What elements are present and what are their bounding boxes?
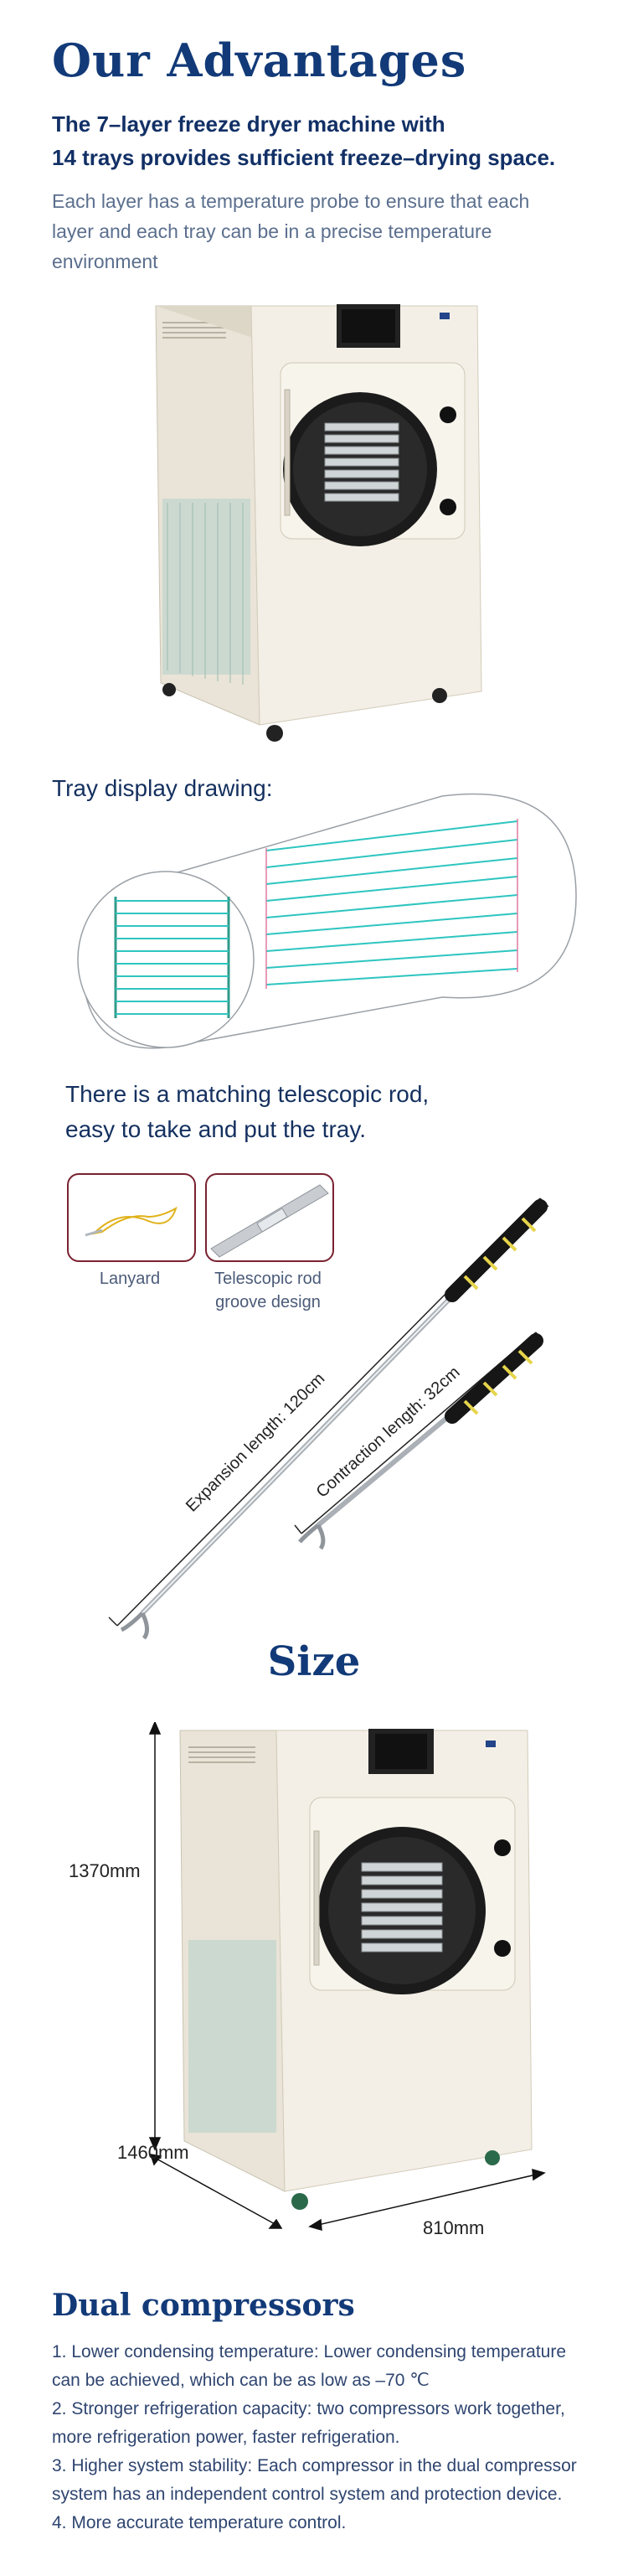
- lanyard-caption: Lanyard: [99, 1270, 161, 1288]
- contraction-length-label: Contraction length: 32cm: [312, 1363, 464, 1502]
- freeze-dryer-image: [151, 289, 519, 742]
- dual-compressors-title: Dual compressors: [52, 2288, 355, 2323]
- tray-drawing-label: Tray display drawing:: [52, 775, 273, 801]
- tray-drawing-image: [74, 788, 584, 1064]
- rod-heading-line1: There is a matching telescopic rod,: [65, 1081, 430, 1107]
- height-dimension: 1370mm: [69, 1860, 141, 1881]
- advantages-subtitle: [52, 107, 605, 174]
- compressor-feature-list: [52, 2338, 596, 2537]
- groove-caption-line2: groove design: [215, 1293, 321, 1311]
- width-dimension: 810mm: [423, 2217, 485, 2238]
- advantages-description: Each layer has a temperature probe to ensure that each layer and each tray can be in a precise temperature environment: [52, 190, 530, 272]
- expansion-length-label: Expansion length: 120cm: [182, 1369, 329, 1516]
- size-title: Size: [267, 1638, 361, 1685]
- compressor-feature-item: 4. More accurate temperature control.: [52, 2513, 347, 2532]
- advantages-subtitle-line1: The 7–layer freeze dryer machine with: [52, 111, 445, 137]
- rod-heading-line2: easy to take and put the tray.: [65, 1116, 367, 1142]
- telescopic-rod-image: [84, 1190, 553, 1642]
- compressor-feature-item: 2. Stronger refrigeration capacity: two compressors work together, more refrigeration power, faster refrigeration.: [52, 2399, 565, 2447]
- compressor-feature-item: 3. Higher system stability: Each compressor in the dual compressor system has an independent control system and protection device.: [52, 2456, 577, 2504]
- depth-dimension: 1460mm: [117, 2142, 189, 2163]
- advantages-subtitle-line2: 14 trays provides sufficient freeze–drying space.: [52, 145, 556, 170]
- advantages-title: Our Advantages: [52, 34, 467, 87]
- size-diagram-image: [142, 1722, 578, 2233]
- rod-heading: [65, 1077, 429, 1147]
- groove-caption-line1: Telescopic rod: [214, 1270, 322, 1288]
- compressor-feature-item: 1. Lower condensing temperature: Lower condensing temperature can be achieved, which can be as low as –70 ℃: [52, 2342, 567, 2390]
